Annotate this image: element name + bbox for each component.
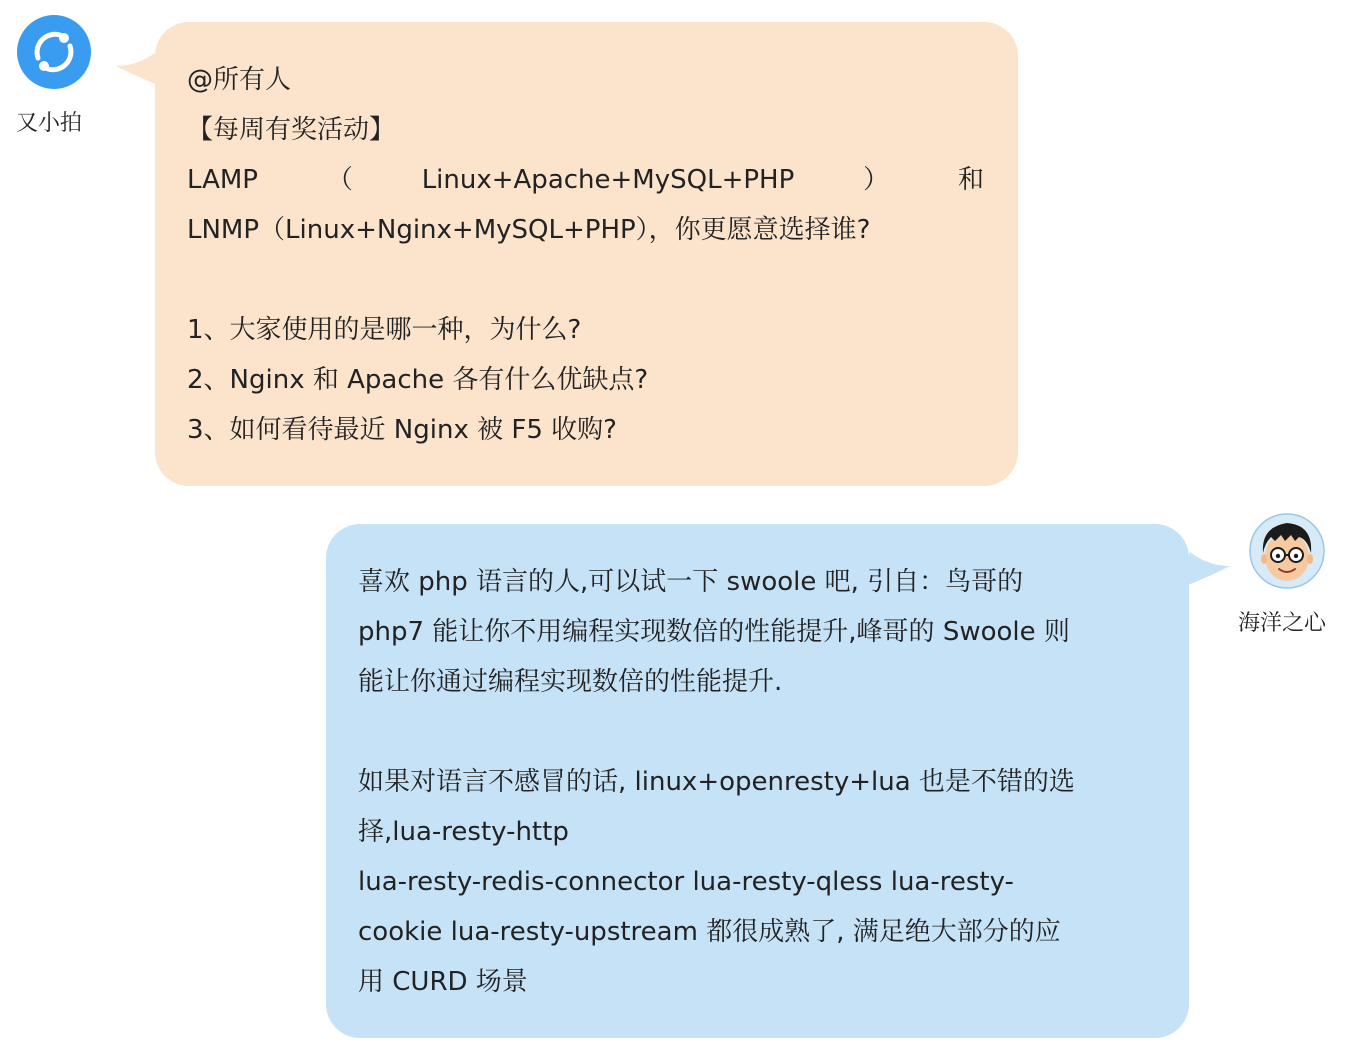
message-bubble-right[interactable] [326,524,1189,1038]
message-line: LNMP（Linux+Nginx+MySQL+PHP），你更愿意选择谁? [187,215,871,245]
message-line: 能让你通过编程实现数倍的性能提升. [358,667,783,697]
message-line: @所有人 [187,65,292,95]
message-word: LAMP [187,165,258,195]
message-bubble-left[interactable] [155,22,1018,486]
cartoon-face-icon [1249,513,1325,589]
sync-circle-icon [16,14,92,90]
message-line: 用 CURD 场景 [358,967,528,997]
message-line: 2、Nginx 和 Apache 各有什么优缺点? [187,365,649,395]
message-word: 和 [957,165,984,195]
sender-name-right: 海洋之心 [1238,611,1327,636]
sender-name-left: 又小拍 [16,111,83,136]
message-word: Linux+Apache+MySQL+PHP [421,165,795,195]
message-line-justified [187,155,984,205]
message-line: 喜欢 php 语言的人,可以试一下 swoole 吧, 引自：鸟哥的 [358,567,1024,597]
message-word: ） [863,165,890,195]
message-word: （ [326,165,353,195]
message-line: 如果对语言不感冒的话, linux+openresty+lua 也是不错的选 [358,767,1075,797]
avatar-left[interactable] [16,14,92,90]
message-line: 1、大家使用的是哪一种，为什么? [187,315,582,345]
message-line: 【每周有奖活动】 [187,115,396,145]
avatar-right[interactable] [1249,513,1325,589]
message-blank-line [187,255,986,305]
message-line: 择,lua-resty-http [358,817,569,847]
message-line: cookie lua-resty-upstream 都很成熟了, 满足绝大部分的应 [358,917,1061,947]
message-blank-line [358,707,1157,757]
message-line: lua-resty-redis-connector lua-resty-qless lua-resty- [358,867,1014,897]
message-line: 3、如何看待最近 Nginx 被 F5 收购? [187,415,617,445]
message-line: php7 能让你不用编程实现数倍的性能提升,峰哥的 Swoole 则 [358,617,1070,647]
